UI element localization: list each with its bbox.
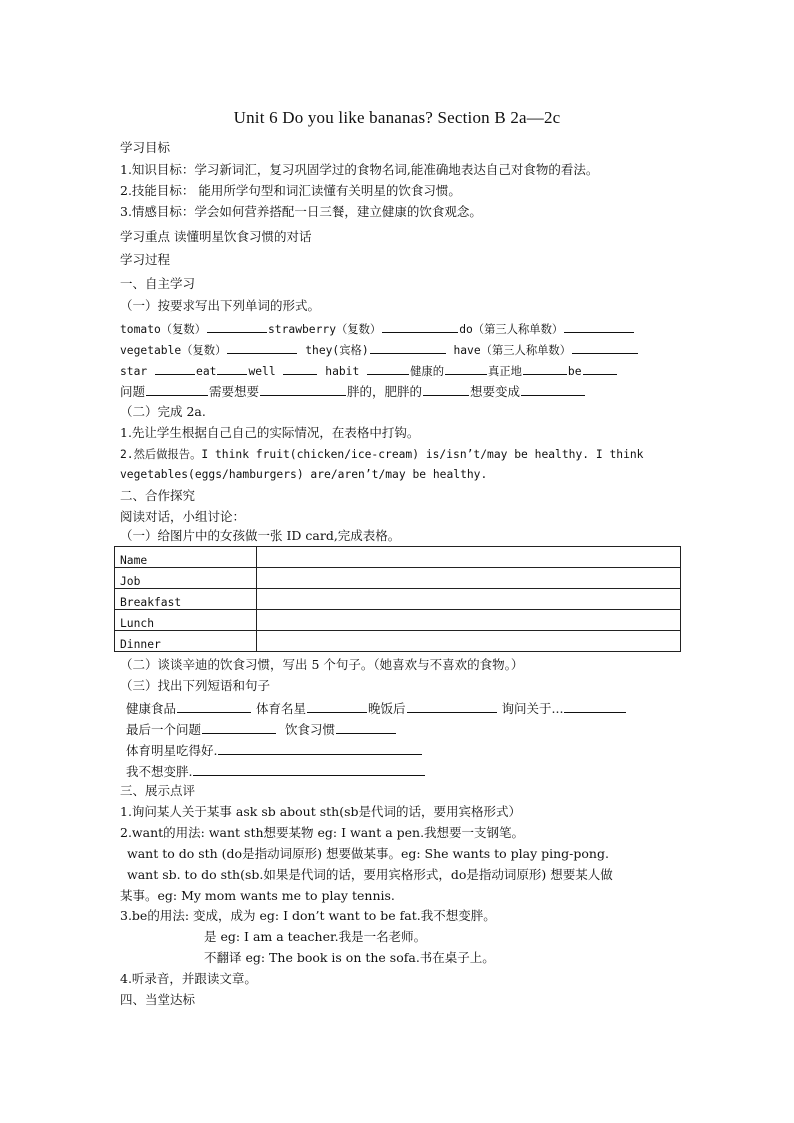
word-prompt: have（第三人称单数）: [453, 344, 572, 357]
id-card-instruction: （一）给图片中的女孩做一张 ID card,完成表格。: [120, 528, 401, 543]
table-row: [115, 631, 681, 652]
answer-blank[interactable]: [382, 320, 458, 333]
answer-blank[interactable]: [307, 700, 367, 713]
step-2-line-1: [120, 446, 643, 463]
step-2-line-2: vegetables(eggs/hamburgers) are/aren’t/may be healthy.: [120, 468, 488, 481]
word-prompt: be: [567, 365, 582, 378]
answer-blank[interactable]: [202, 721, 276, 734]
answer-blank[interactable]: [572, 341, 638, 354]
row-label: Job: [115, 568, 257, 589]
row-label: Dinner: [115, 631, 257, 652]
review-heading: 三、展示点评: [120, 783, 196, 798]
answer-blank[interactable]: [370, 341, 446, 354]
word-forms-instruction: （一）按要求写出下列单词的形式。: [120, 298, 321, 313]
word-forms-row-4: [120, 383, 586, 400]
answer-blank[interactable]: [207, 320, 267, 333]
word-prompt: well: [248, 365, 276, 378]
word-prompt: star: [120, 365, 148, 378]
answer-blank[interactable]: [193, 763, 425, 776]
word-prompt: tomato（复数）: [120, 323, 206, 336]
table-row: [115, 547, 681, 568]
answer-blank[interactable]: [155, 362, 195, 375]
goal-skill: 2.技能目标： 能用所学句型和词汇读懂有关明星的饮食习惯。: [120, 183, 461, 198]
sentence-1: [126, 742, 423, 759]
answer-cell[interactable]: [257, 547, 681, 568]
row-label: Breakfast: [115, 589, 257, 610]
coop-intro: 阅读对话，小组讨论：: [120, 509, 246, 524]
word-prompt: vegetable（复数）: [120, 344, 227, 357]
phrase-prompt: 健康食品: [126, 701, 177, 716]
phrase-prompt: 最后一个问题: [126, 722, 202, 737]
answer-blank[interactable]: [367, 362, 409, 375]
phrase-prompt: 体育名星: [256, 701, 307, 716]
word-prompt: habit: [325, 365, 360, 378]
answer-blank[interactable]: [227, 341, 297, 354]
goal-knowledge: 1.知识目标：学习新词汇，复习巩固学过的食物名词,能准确地表达自己对食物的看法。: [120, 162, 599, 177]
table-row: [115, 568, 681, 589]
process-heading: 学习过程: [120, 252, 171, 267]
answer-blank[interactable]: [564, 700, 626, 713]
page-title: Unit 6 Do you like bananas? Section B 2a—2c: [233, 108, 561, 127]
coop-heading: 二、合作探究: [120, 488, 196, 503]
row-label: Lunch: [115, 610, 257, 631]
answer-blank[interactable]: [445, 362, 487, 375]
word-prompt: strawberry（复数）: [268, 323, 382, 336]
review-point-3b: 是 eg: I am a teacher.我是一名老师。: [204, 929, 427, 944]
answer-cell[interactable]: [257, 589, 681, 610]
answer-cell[interactable]: [257, 568, 681, 589]
table-row: [115, 589, 681, 610]
sentence-prompt: 体育明星吃得好.: [126, 743, 218, 758]
sentence-2: [126, 763, 426, 780]
answer-blank[interactable]: [283, 362, 317, 375]
phrase-prompt: 晚饭后: [368, 701, 406, 716]
word-forms-row-1: [120, 320, 635, 338]
complete-2a-heading: （二）完成 2a.: [120, 404, 206, 419]
answer-blank[interactable]: [407, 700, 497, 713]
goal-emotion: 3.情感目标：学会如何营养搭配一日三餐，建立健康的饮食观念。: [120, 204, 482, 219]
id-card-table: [114, 546, 681, 652]
review-point-3c: 不翻译 eg: The book is on the sofa.书在桌子上。: [204, 950, 495, 965]
answer-cell[interactable]: [257, 610, 681, 631]
word-prompt: 胖的，肥胖的: [347, 384, 423, 399]
phrase-prompt: 饮食习惯: [284, 722, 335, 737]
row-label: Name: [115, 547, 257, 568]
answer-blank[interactable]: [336, 721, 396, 734]
sentence-prompt: 我不想变胖.: [126, 764, 193, 779]
step-1: 1.先让学生根据自己自己的实际情况，在表格中打钩。: [120, 425, 420, 440]
word-prompt: eat: [196, 365, 217, 378]
review-point-2d: 某事。eg: My mom wants me to play tennis.: [120, 888, 395, 903]
answer-blank[interactable]: [217, 362, 247, 375]
answer-blank[interactable]: [146, 383, 208, 396]
practice-heading: 四、当堂达标: [120, 992, 196, 1007]
review-point-1: 1.询问某人关于某事 ask sb about sth(sb是代词的话，要用宾格形式）: [120, 804, 522, 819]
answer-blank[interactable]: [583, 362, 617, 375]
answer-blank[interactable]: [260, 383, 346, 396]
review-point-2b: want to do sth (do是指动词原形) 想要做某事。eg: She wants to play ping-pong.: [127, 846, 609, 861]
table-row: [115, 610, 681, 631]
phrases-row-1: [126, 700, 627, 717]
answer-blank[interactable]: [521, 383, 585, 396]
answer-blank[interactable]: [177, 700, 251, 713]
answer-cell[interactable]: [257, 631, 681, 652]
phrase-prompt: 询问关于...: [501, 701, 564, 716]
focus-line: 学习重点 读懂明星饮食习惯的对话: [120, 229, 312, 244]
word-prompt: 真正地: [488, 365, 522, 378]
word-prompt: 问题: [120, 384, 146, 399]
phrases-row-2: [126, 721, 397, 738]
word-prompt: 需要想要: [209, 384, 260, 399]
review-point-3: 3.be的用法: 变成，成为 eg: I don’t want to be fat.我不想变胖。: [120, 908, 496, 923]
answer-blank[interactable]: [564, 320, 634, 333]
answer-blank[interactable]: [523, 362, 567, 375]
word-forms-row-3: [120, 362, 618, 380]
goals-heading: 学习目标: [120, 140, 171, 155]
answer-blank[interactable]: [218, 742, 422, 755]
word-prompt: they(宾格): [305, 344, 369, 357]
self-study-heading: 一、自主学习: [120, 276, 196, 291]
cindy-habits-instruction: （二）谈谈辛迪的饮食习惯，写出 5 个句子。（她喜欢与不喜欢的食物。）: [120, 657, 524, 672]
review-point-4: 4.听录音，并跟读文章。: [120, 971, 257, 986]
step-2-text: 2.然后做报告。I think fruit(chicken/ice-cream) is/isn’t/may be healthy. I think: [120, 448, 644, 461]
phrases-instruction: （三）找出下列短语和句子: [120, 678, 271, 693]
answer-blank[interactable]: [423, 383, 469, 396]
review-point-2c: want sb. to do sth(sb.如果是代词的话，要用宾格形式，do是指动词原形) 想要某人做: [127, 867, 613, 882]
word-prompt: 健康的: [410, 365, 445, 378]
word-forms-row-2: [120, 341, 639, 359]
word-prompt: 想要变成: [470, 384, 521, 399]
word-prompt: do（第三人称单数）: [459, 323, 564, 336]
review-point-2: 2.want的用法: want sth想要某物 eg: I want a pen.我想要一支钢笔。: [120, 825, 525, 840]
